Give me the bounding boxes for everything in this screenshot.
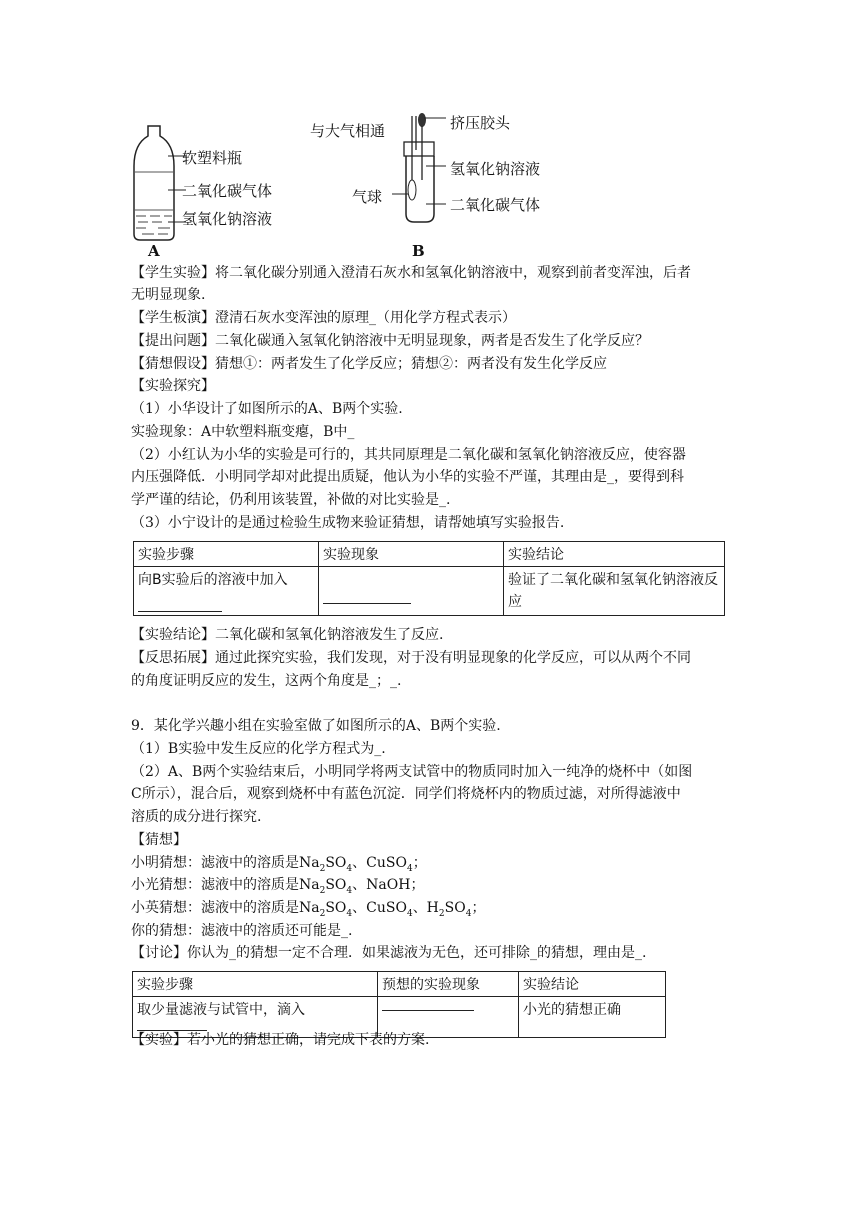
s8-after-2: 【反思拓展】通过此探究实验，我们发现，对于没有明显现象的化学反应，可以从两个不同 bbox=[131, 650, 691, 666]
bottle-label-1: 软塑料瓶 bbox=[182, 149, 243, 167]
s8-after-3: 的角度证明反应的发生，这两个角度是_；_. bbox=[131, 673, 402, 689]
flask-label-balloon: 气球 bbox=[352, 188, 383, 206]
s9-line-2: （2）A、B两个实验结束后，小明同学将两支试管中的物质同时加入一纯净的烧杯中（如图 bbox=[131, 764, 693, 780]
guess-xiaoguang: 小光猜想：滤液中的溶质是$Na_2SO_4$、NaOH； bbox=[131, 877, 425, 896]
s8-line-10: 内压强降低．小明同学却对此提出质疑，他认为小华的实验不严谨，其理由是_，要得到科 bbox=[131, 469, 684, 485]
table-row bbox=[133, 972, 666, 997]
guess-yours: 你的猜想：滤液中的溶质还可能是_. bbox=[131, 923, 353, 939]
s9-guess-heading: 【猜想】 bbox=[131, 832, 187, 848]
s8-line-5: 【猜想假设】猜想①：两者发生了化学反应；猜想②：两者没有发生化学反应 bbox=[131, 356, 607, 372]
s8-line-9: （2）小红认为小华的实验是可行的，其共同原理是二氧化碳和氢氧化钠溶液反应，使容器 bbox=[131, 447, 686, 463]
report-table-2 bbox=[132, 971, 666, 1038]
s9-line-3: C所示），混合后，观察到烧杯中有蓝色沉淀．同学们将烧杯内的物质过滤，对所得滤液中 bbox=[131, 786, 681, 802]
table2-header-steps: 实验步骤 bbox=[133, 972, 378, 997]
flask-label-co2: 二氧化碳气体 bbox=[450, 196, 541, 214]
s9-title: 9．某化学兴趣小组在实验室做了如图所示的A、B两个实验. bbox=[131, 718, 501, 734]
report-table-1 bbox=[133, 541, 725, 616]
guess-xiaoming: 小明猜想：滤液中的溶质是$Na_2SO_4$、CuSO$_4$； bbox=[131, 855, 427, 874]
s8-line-2: 无明显现象. bbox=[131, 287, 206, 303]
guess-xiaoying: 小英猜想：滤液中的溶质是$Na_2SO_4$、CuSO$_4$、$H_2SO_4$； bbox=[131, 900, 486, 919]
figure-caption-a: A bbox=[148, 242, 160, 260]
table-header-steps: 实验步骤 bbox=[134, 542, 319, 567]
figure-caption-b: B bbox=[412, 242, 425, 260]
s9-experiment: 【实验】若小光的猜想正确，请完成下表的方案. bbox=[131, 1032, 430, 1048]
flask-label-atmosphere: 与大气相通 bbox=[310, 122, 386, 140]
table-header-conclusion: 实验结论 bbox=[504, 542, 725, 567]
s8-line-7: （1）小华设计了如图所示的A、B两个实验. bbox=[131, 401, 403, 417]
table2-cell-step: 取少量滤液与试管中，滴入 bbox=[133, 997, 378, 1038]
s8-line-11: 学严谨的结论，仍利用该装置，补做的对比实验是_. bbox=[131, 492, 451, 508]
flask-label-naoh: 氢氧化钠溶液 bbox=[450, 160, 541, 178]
s8-after-1: 【实验结论】二氧化碳和氢氧化钠溶液发生了反应. bbox=[131, 627, 444, 643]
table2-cell-conclusion: 小光的猜想正确 bbox=[519, 997, 666, 1038]
s9-discussion: 【讨论】你认为_的猜想一定不合理．如果滤液为无色，还可排除_的猜想，理由是_. bbox=[131, 945, 647, 961]
flask-figure bbox=[390, 110, 450, 230]
s8-line-4: 【提出问题】二氧化碳通入氢氧化钠溶液中无明显现象，两者是否发生了化学反应？ bbox=[131, 333, 649, 349]
table-row bbox=[134, 542, 725, 567]
table-header-phenomena: 实验现象 bbox=[319, 542, 504, 567]
table-cell-step: 向B实验后的溶液中加入 bbox=[134, 567, 319, 616]
table-cell-conclusion: 验证了二氧化碳和氢氧化钠溶液反应 bbox=[504, 567, 725, 616]
s8-line-1: 【学生实验】将二氧化碳分别通入澄清石灰水和氢氧化钠溶液中，观察到前者变浑浊，后者 bbox=[131, 265, 691, 281]
table-row bbox=[134, 567, 725, 616]
s9-line-4: 溶质的成分进行探究. bbox=[131, 809, 262, 825]
s8-line-3: 【学生板演】澄清石灰水变浑浊的原理_（用化学方程式表示） bbox=[131, 310, 516, 326]
s9-line-1: （1）B实验中发生反应的化学方程式为_. bbox=[131, 741, 386, 757]
table2-header-expected: 预想的实验现象 bbox=[378, 972, 519, 997]
s8-line-8: 实验现象：A中软塑料瓶变瘪，B中_ bbox=[131, 424, 355, 440]
s8-line-12: （3）小宁设计的是通过检验生成物来验证猜想，请帮她填写实验报告. bbox=[131, 515, 565, 531]
bottle-figure bbox=[128, 122, 188, 242]
bottle-label-2: 二氧化碳气体 bbox=[182, 182, 273, 200]
s8-line-6: 【实验探究】 bbox=[131, 378, 215, 394]
table2-header-conclusion: 实验结论 bbox=[519, 972, 666, 997]
flask-label-dropper: 挤压胶头 bbox=[450, 114, 511, 132]
bottle-label-3: 氢氧化钠溶液 bbox=[182, 210, 273, 228]
table-cell-phenomenon bbox=[319, 567, 504, 616]
